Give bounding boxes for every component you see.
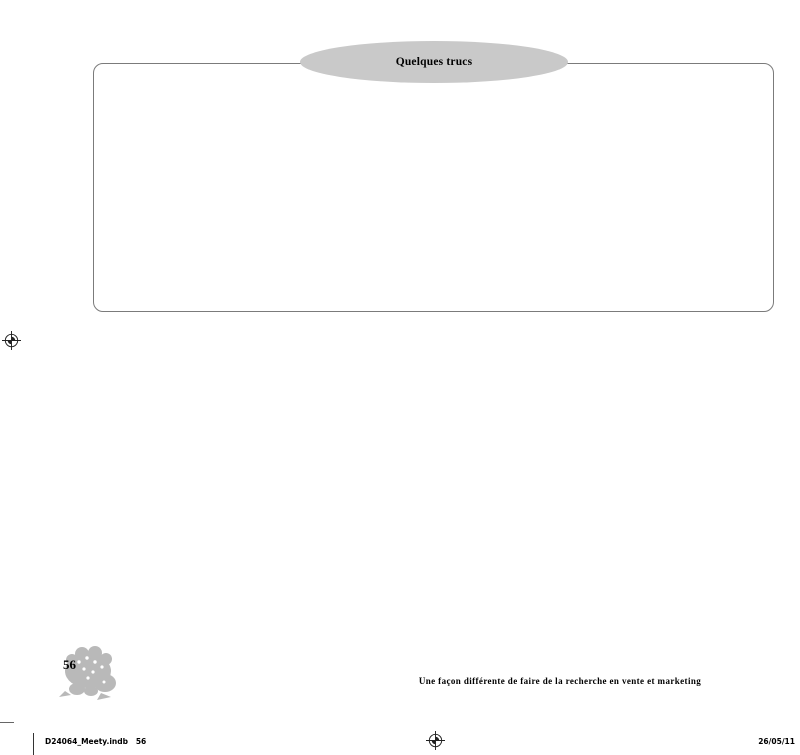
frog-silhouette-icon: [57, 645, 119, 701]
slug-date: 26/05/11: [758, 737, 795, 746]
page-number: 56: [63, 657, 76, 672]
running-footer-title: Une façon différente de faire de la recherche en vente et marketing: [418, 676, 702, 686]
registration-mark-icon: [2, 331, 21, 350]
crop-mark: [0, 722, 14, 723]
header-ellipse: [300, 41, 568, 83]
header-ellipse-label: Quelques trucs: [395, 56, 473, 68]
slug-filename: D24064_Meety.indb 56: [45, 737, 147, 746]
registration-mark-icon: [426, 731, 445, 750]
tips-box: [93, 63, 774, 312]
crop-mark: [33, 733, 34, 755]
